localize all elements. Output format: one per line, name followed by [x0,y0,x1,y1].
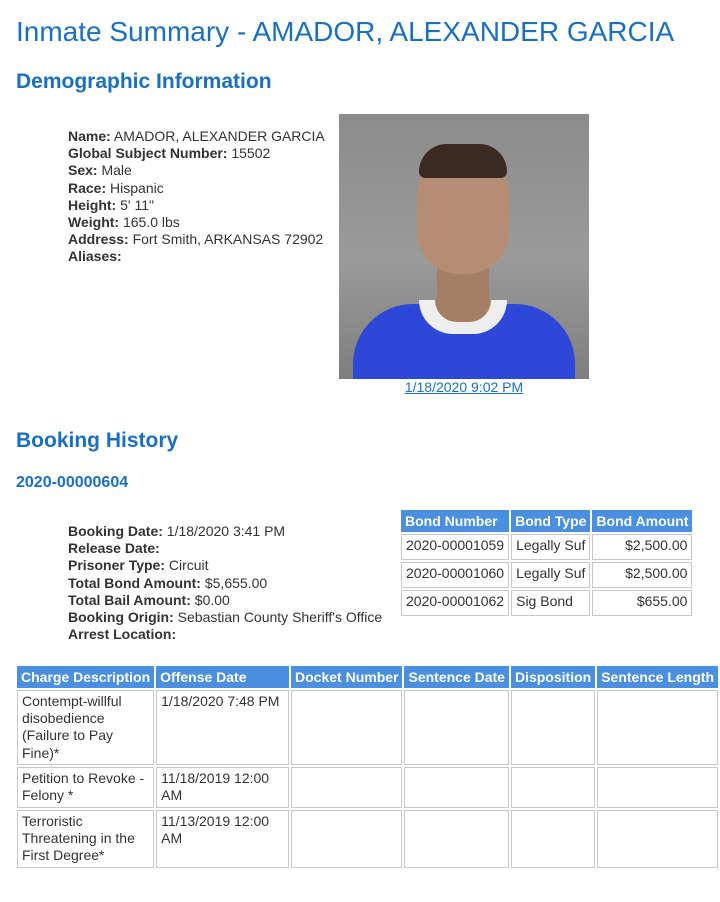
table-row: Contempt-willful disobedience (Failure to Pay Fine)* 1/18/2020 7:48 PM [17,690,718,765]
disposition-header: Disposition [511,666,595,688]
demographic-fields [68,128,325,266]
field-weight: Weight: 165.0 lbs [68,214,180,231]
field-arrest-location: Arrest Location: [68,626,177,643]
field-height: Height: 5' 11" [68,196,154,213]
demographic-heading: Demographic Information [16,70,272,93]
field-release-date: Release Date: [68,540,160,557]
bond-table [399,508,694,618]
field-booking-origin: Booking Origin: Sebastian County Sheriff's Office [68,609,383,626]
offense-date-header: Offense Date [156,666,289,688]
field-sex: Sex: Male [68,162,132,179]
booking-fields [68,523,382,643]
field-address: Address: Fort Smith, ARKANSAS 72902 [68,231,324,248]
bond-amount-header: Bond Amount [592,510,692,532]
table-row: 2020-00001059 Legally Suf $2,500.00 [401,534,692,560]
bond-header-row [401,510,692,532]
field-booking-date: Booking Date: 1/18/2020 3:41 PM [68,523,286,539]
field-race: Race: Hispanic [68,179,164,196]
bond-number-header: Bond Number [401,510,509,532]
charges-table [15,664,720,870]
table-row: 2020-00001060 Legally Suf $2,500.00 [401,562,692,588]
booking-history-heading: Booking History [16,429,179,452]
field-aliases: Aliases: [68,248,122,265]
field-prisoner-type: Prisoner Type: Circuit [68,557,209,574]
table-row: Petition to Revoke - Felony * 11/18/2019 12:00 AM [17,767,718,808]
bond-type-header: Bond Type [511,510,590,532]
docket-number-header: Docket Number [291,666,402,688]
charge-description-header: Charge Description [17,666,154,688]
charges-header-row [17,666,718,688]
mugshot-photo[interactable] [339,114,589,379]
field-name: Name: AMADOR, ALEXANDER GARCIA [68,128,325,144]
booking-number: 2020-00000604 [16,474,129,491]
sentence-length-header: Sentence Length [597,666,718,688]
field-total-bond-amount: Total Bond Amount: $5,655.00 [68,574,268,591]
sentence-date-header: Sentence Date [404,666,508,688]
field-global-subject-number: Global Subject Number: 15502 [68,145,271,162]
table-row: Terroristic Threatening in the First Degree* 11/13/2019 12:00 AM [17,810,718,868]
photo-date-link[interactable]: 1/18/2020 9:02 PM [404,379,524,395]
field-total-bail-amount: Total Bail Amount: $0.00 [68,591,230,608]
page-title: Inmate Summary - AMADOR, ALEXANDER GARCIA [16,16,675,47]
table-row: 2020-00001062 Sig Bond $655.00 [401,590,692,616]
